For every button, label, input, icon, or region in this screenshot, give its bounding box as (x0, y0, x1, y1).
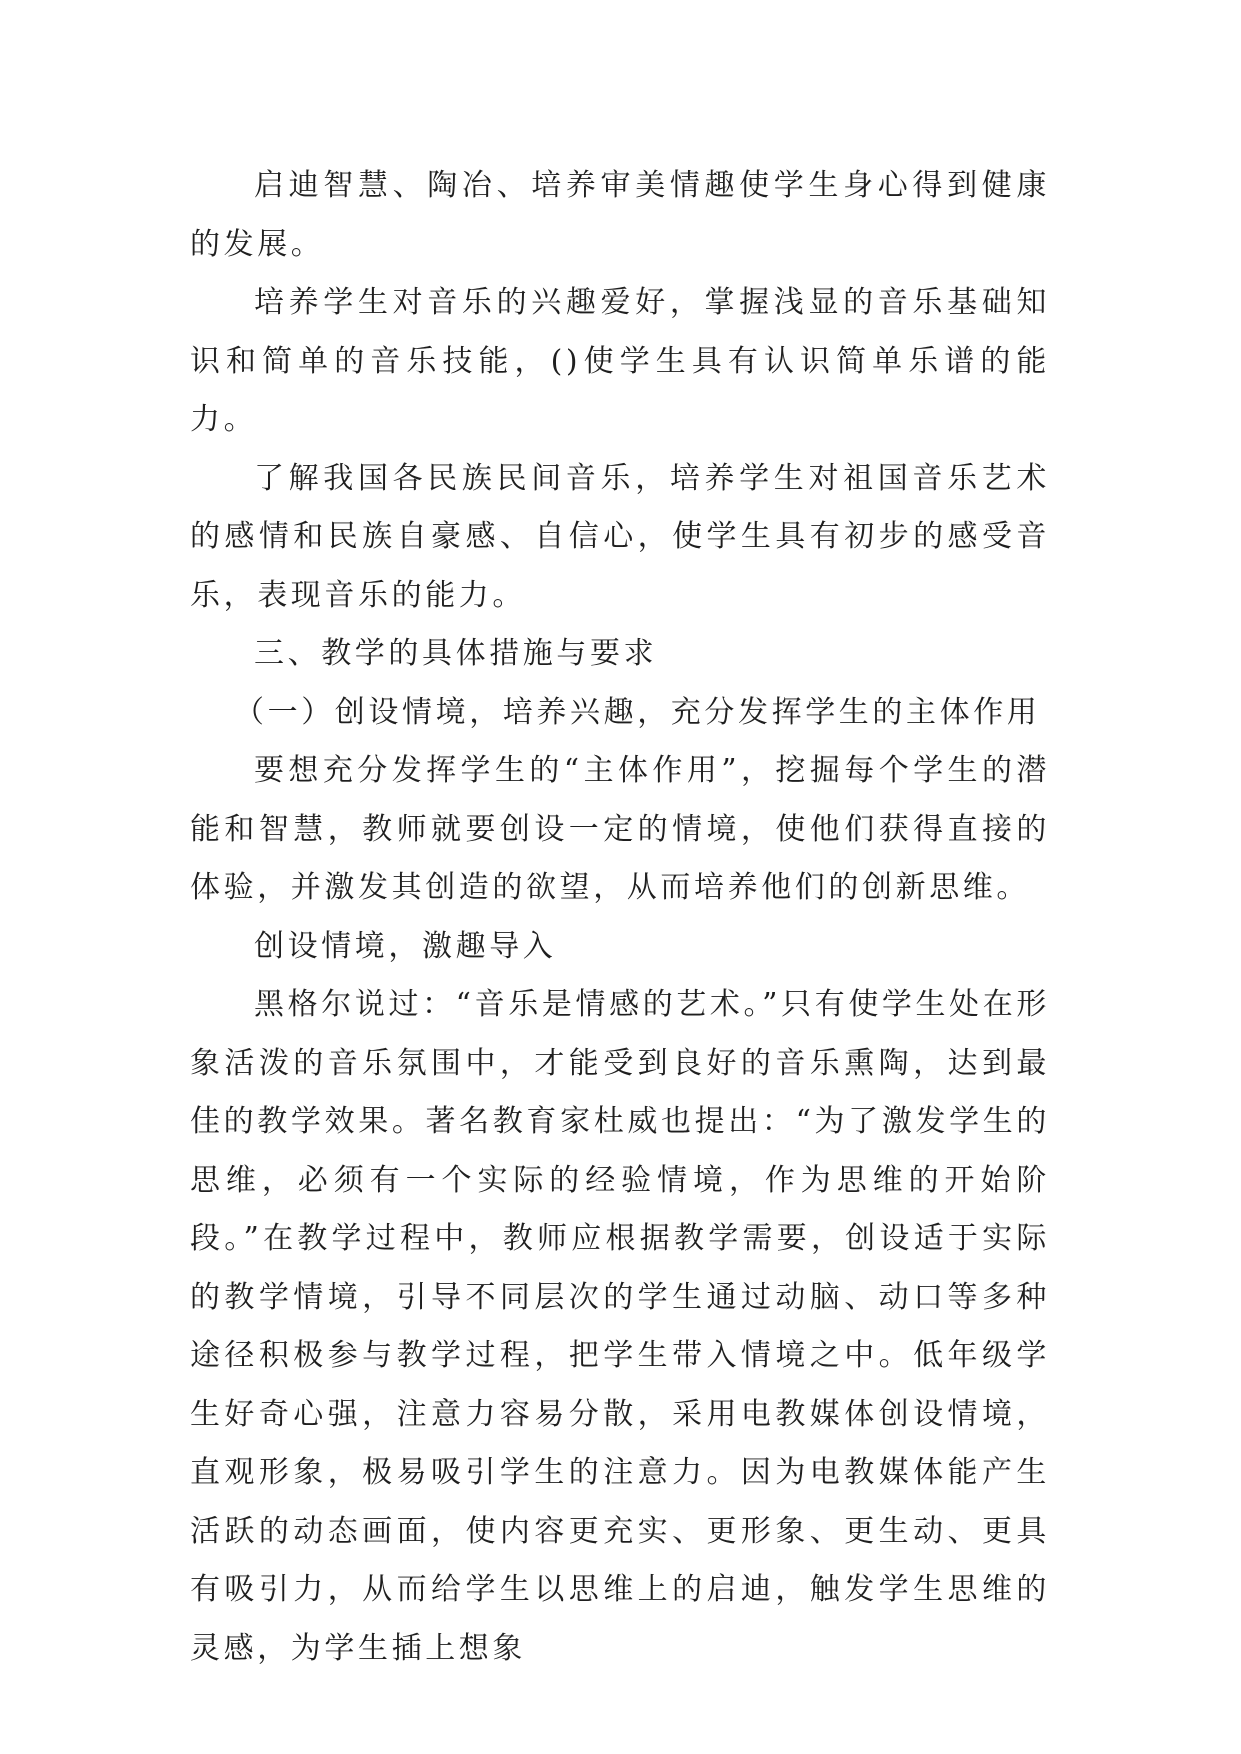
paragraph-hegel-dewey: 黑格尔说过：“音乐是情感的艺术。”只有使学生处在形象活泼的音乐氛围中，才能受到良好的音乐熏陶，达到最佳的教学效果。著名教育家杜威也提出：“为了激发学生的思维，必须有一个实际的经验情境，作为思维的开始阶段。”在教学过程中，教师应根据教学需要，创设适于实际的教学情境，引导不同层次的学生通过动脑、动口等多种途径积极参与教学过程，把学生带入情境之中。低年级学生好奇心强，注意力容易分散，采用电教媒体创设情境，直观形象，极易吸引学生的注意力。因为电教媒体能产生活跃的动态画面，使内容更充实、更形象、更生动、更具有吸引力，从而给学生以思维上的启迪，触发学生思维的灵感，为学生插上想象 (190, 987, 1050, 1666)
section-heading-teaching-measures: 三、教学的具体措施与要求 (254, 636, 658, 671)
paragraph-aesthetic-goal: 启迪智慧、陶冶、培养审美情趣使学生身心得到健康的发展。 (190, 168, 1050, 262)
document-body (190, 157, 1050, 1678)
paragraph-folk-music: 了解我国各民族民间音乐，培养学生对祖国音乐艺术的感情和民族自豪感、自信心，使学生具有初步的感受音乐，表现音乐的能力。 (190, 460, 1050, 613)
subheading-interest-introduction: 创设情境，激趣导入 (254, 928, 557, 964)
paragraph-music-interest: 培养学生对音乐的兴趣爱好，掌握浅显的音乐基础知识和简单的音乐技能，()使学生具有认识简单乐谱的能力。 (190, 285, 1050, 437)
subheading-create-situation: （一）创设情境，培养兴趣，充分发挥学生的主体作用 (234, 694, 1041, 730)
paragraph-subject-role: 要想充分发挥学生的“主体作用”，挖掘每个学生的潜能和智慧，教师就要创设一定的情境，使他们获得直接的体验，并激发其创造的欲望，从而培养他们的创新思维。 (190, 753, 1050, 905)
